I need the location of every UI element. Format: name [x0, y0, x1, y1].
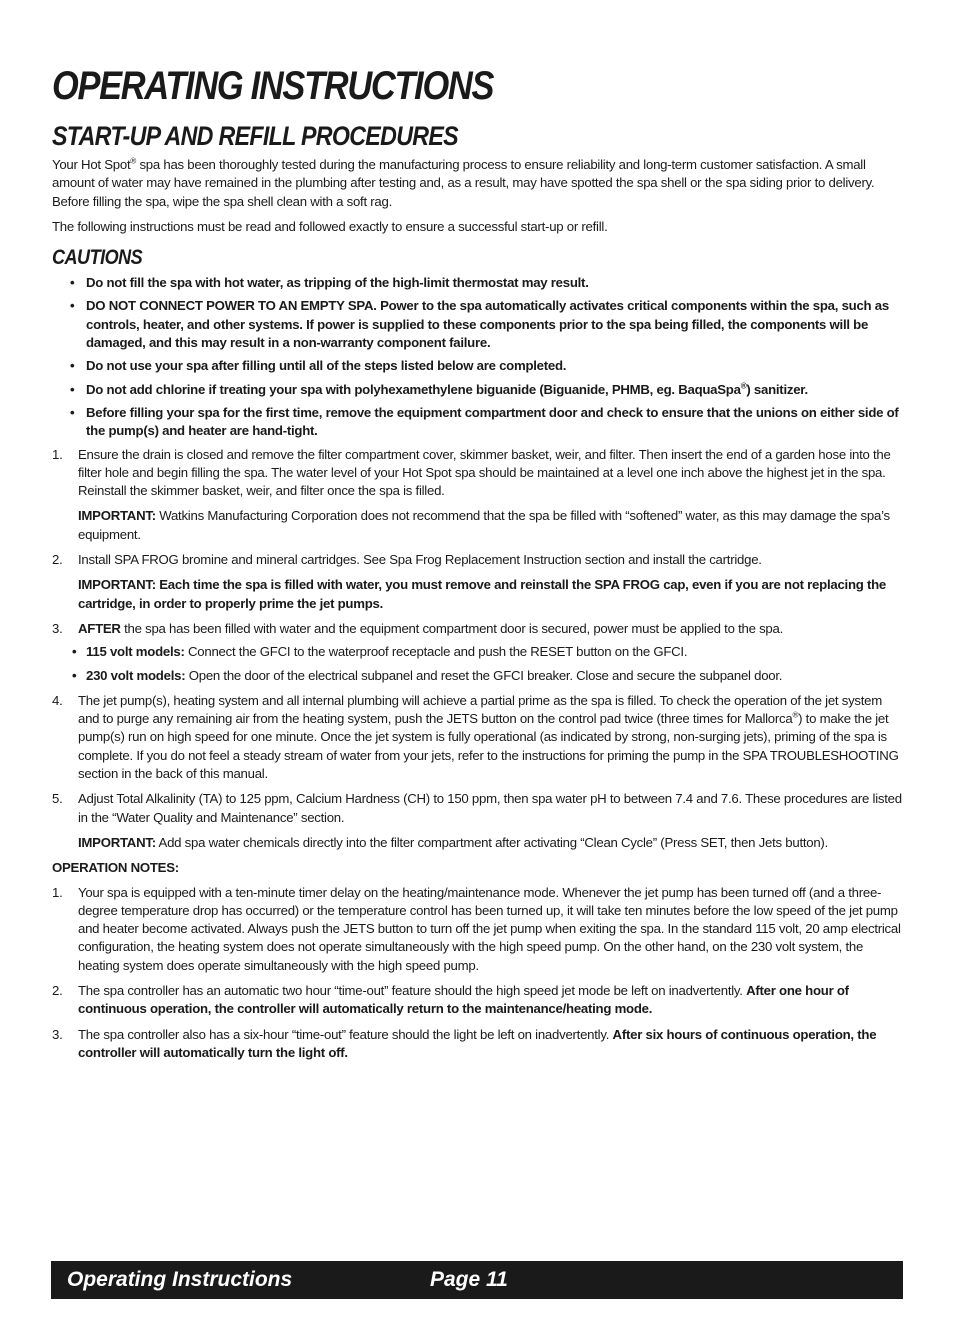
step-number: 3.	[52, 620, 63, 636]
note-1: 1. Your spa is equipped with a ten-minute timer delay on the heating/maintenance mode. Whenever the jet pump has been turned off (and a three-degree temperature drop has occurred) or the temperature control has been turned up, it will take ten minutes before the low speed of the jet pump and heater become activated. Always push the JETS button to turn off the jet pump when exiting the spa. In the standard 115 volt, 20 amp electrical configuration, the heating system does not operate simultaneously with the high speed pump. On the other hand, on the 230 volt system, the heating system does operate simultaneously with the high speed pump.	[52, 884, 901, 973]
important-note: IMPORTANT: Each time the spa is filled with water, you must remove and reinstall the SPA FROG cap, even if you are not replacing the cartridge, in order to properly prime the jet pumps.	[78, 577, 887, 611]
caution-item: • Before filling your spa for the first time, remove the equipment compartment door and check to ensure that the unions on either side of the pump(s) and heater are hand-tight.	[70, 404, 902, 441]
caution-item: • Do not add chlorine if treating your spa with polyhexamethylene biguanide (Biguanide, PHMB, eg. BaquaSpa®) sanitizer.	[70, 381, 902, 399]
important-note: IMPORTANT: Watkins Manufacturing Corporation does not recommend that the spa be filled with “softened” water, as this may damage the spa’s equipment.	[78, 508, 890, 542]
caution-item: • Do not fill the spa with hot water, as tripping of the high-limit thermostat may result.	[70, 274, 902, 292]
step-5: 5. Adjust Total Alkalinity (TA) to 125 ppm, Calcium Hardness (CH) to 150 ppm, then spa water pH to between 7.4 and 7.6. These procedures are listed in the “Water Quality and Maintenance” section. IMPORTANT: Add spa water chemicals directly into the filter compartment after activating “Clean Cycle” (Press SET, then Jets button).	[52, 790, 902, 852]
note-3: 3. The spa controller also has a six-hour “time-out” feature should the light be left on inadvertently. After six hours of continuous operation, the controller will automatically turn the light off.	[52, 1026, 877, 1060]
note-number: 3.	[52, 1026, 63, 1042]
note-number: 2.	[52, 982, 63, 998]
footer-section-label: Operating Instructions	[67, 1268, 293, 1291]
step-2: 2. Install SPA FROG bromine and mineral cartridges. See Spa Frog Replacement Instruction section and install the cartridge. IMPORTANT: Each time the spa is filled with water, you must remove and reinstall the SPA FROG cap, even if you are not replacing the cartridge, in order to properly prime the jet pumps.	[52, 551, 902, 613]
step-number: 1.	[52, 446, 63, 462]
caution-item: • Do not use your spa after filling until all of the steps listed below are completed.	[70, 357, 902, 375]
cautions-heading: CAUTIONS	[52, 246, 143, 270]
voltage-bullets	[72, 643, 902, 685]
page-footer	[51, 1261, 903, 1299]
operation-notes-heading: OPERATION NOTES:	[52, 860, 179, 876]
step-3: 3. AFTER the spa has been filled with water and the equipment compartment door is secured, power must be applied to the spa. • 115 volt models: Connect the GFCI to the waterproof receptacle and push the RESET button on the GFCI. • 230 volt models: Open the door of the electrical subpanel and reset the GFCI breaker. Close and secure the subpanel door.	[52, 620, 902, 685]
step-number: 2.	[52, 552, 63, 568]
intro-paragraph-2: The following instructions must be read and followed exactly to ensure a successful start-up or refill.	[52, 218, 608, 234]
note-number: 1.	[52, 884, 63, 900]
important-note: IMPORTANT: Add spa water chemicals directly into the filter compartment after activating “Clean Cycle” (Press SET, then Jets button).	[78, 834, 828, 850]
step-1: 1. Ensure the drain is closed and remove the filter compartment cover, skimmer basket, weir, and filter. Then insert the end of a garden hose into the filter hole and begin filling the spa. The water level of your Hot Spot spa should be maintained at a level one inch above the highest jet in the spa. Reinstall the skimmer basket, weir, and filter once the spa is filled. IMPORTANT: Watkins Manufacturing Corporation does not recommend that the spa be filled with “softened” water, as this may damage the spa’s equipment.	[52, 446, 902, 544]
operation-notes-list	[52, 884, 902, 1063]
intro-paragraph: Your Hot Spot® spa has been thoroughly tested during the manufacturing process to ensure reliability and long-term customer satisfaction. A small amount of water may have remained in the plumbing after testing and, as a result, may have spotted the spa shell or the spa siding prior to delivery. Before filling the spa, wipe the spa shell clean with a soft rag.	[52, 156, 875, 209]
cautions-list	[52, 274, 902, 440]
document-page	[52, 62, 902, 1069]
section-title: START-UP AND REFILL PROCEDURES	[52, 121, 458, 151]
note-2: 2. The spa controller has an automatic two hour “time-out” feature should the high speed jet mode be left on inadvertently. After one hour of continuous operation, the controller will automatically return to the maintenance/heating mode.	[52, 982, 849, 1017]
startup-steps	[52, 446, 902, 853]
footer-page-number: Page 11	[430, 1268, 508, 1291]
voltage-item: • 230 volt models: Open the door of the electrical subpanel and reset the GFCI breaker. Close and secure the subpanel door.	[72, 667, 902, 685]
page-title: OPERATING INSTRUCTIONS	[52, 64, 494, 108]
voltage-item: • 115 volt models: Connect the GFCI to the waterproof receptacle and push the RESET button on the GFCI.	[72, 643, 902, 661]
step-4: 4. The jet pump(s), heating system and all internal plumbing will achieve a partial prime as the spa is filled. To check the operation of the jet system and to purge any remaining air from the heating system, push the JETS button on the control pad twice (three times for Mallorca®) to make the jet pump(s) run on high speed for one minute. Once the jet system is fully operational (as indicated by strong, non-surging jets), priming of the spa is complete. If you do not feel a steady stream of water from your jets, refer to the instructions for priming the pump in the SPA TROUBLESHOOTING section in the back of this manual.	[52, 692, 899, 782]
step-number: 4.	[52, 692, 63, 708]
step-number: 5.	[52, 791, 63, 807]
caution-item: • DO NOT CONNECT POWER TO AN EMPTY SPA. Power to the spa automatically activates critical components within the spa, such as controls, heater, and other systems. If power is supplied to these components prior to the spa being filled, the components will be damaged, and this may result in a non-warranty component failure.	[70, 297, 902, 352]
